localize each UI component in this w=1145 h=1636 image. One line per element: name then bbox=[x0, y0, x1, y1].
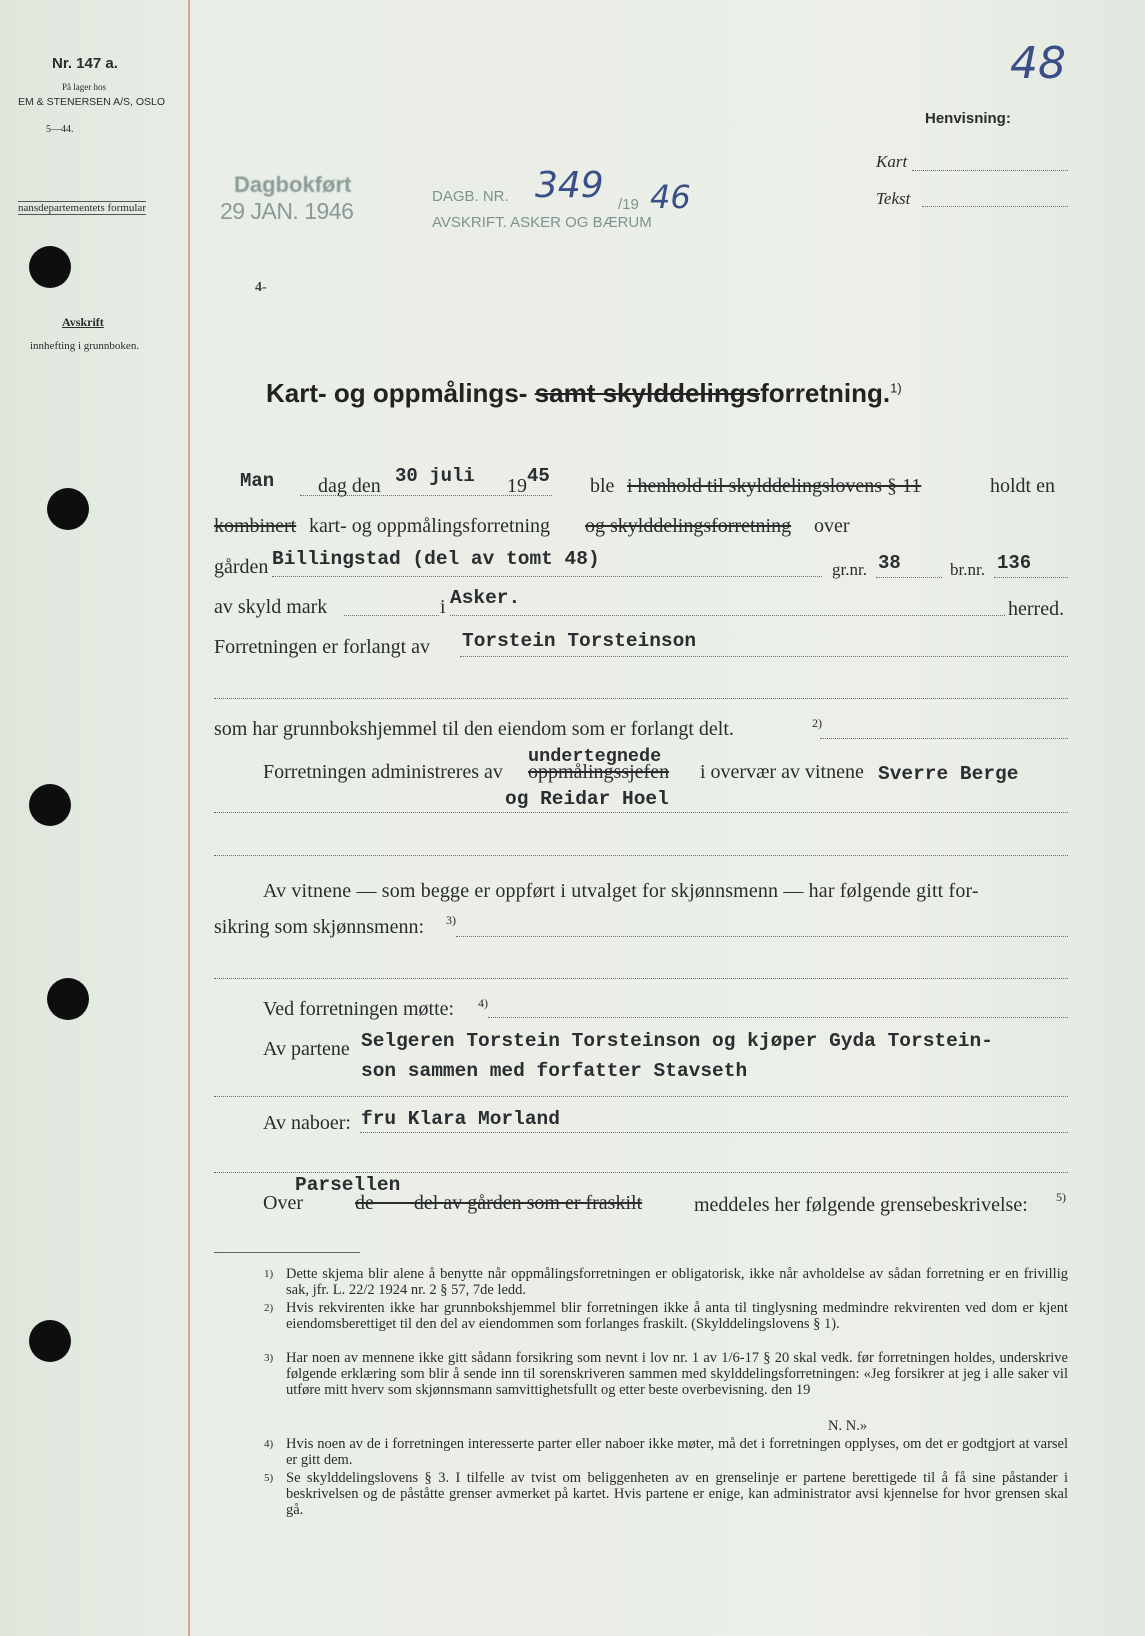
footnote-ref-5: 5) bbox=[264, 1472, 274, 1484]
text-19: 19 bbox=[507, 475, 527, 497]
typed-grnr: 38 bbox=[878, 552, 901, 574]
typed-brnr: 136 bbox=[997, 552, 1032, 574]
form-number: Nr. 147 a. bbox=[52, 55, 118, 72]
text-av-naboer: Av naboer: bbox=[263, 1112, 351, 1134]
document-title bbox=[266, 378, 902, 409]
reference-kart-line bbox=[912, 170, 1068, 171]
grunnbok-line bbox=[820, 738, 1068, 739]
reference-tekst-label: Tekst bbox=[876, 189, 911, 208]
footnote-2: Hvis rekvirenten ikke har grunnbokshjemmel blir forretningen ikke å anta til tinglysning medmindre rekvirenten ved dom er kjent eiendomsberettiget til den del av eiendommen som forlanges fraskilt. (Skylddelingslovens § 1). bbox=[286, 1300, 1068, 1333]
text-grensebeskrivelse: meddeles her følgende grensebeskrivelse: bbox=[694, 1194, 1028, 1216]
printer-line-1: På lager hos bbox=[62, 82, 106, 92]
text-garden: gården bbox=[214, 556, 269, 578]
grnr-line bbox=[876, 577, 942, 578]
ref-4: 4) bbox=[478, 996, 488, 1010]
title-struck: samt skylddelings bbox=[534, 378, 761, 408]
title-part-2: forretning. bbox=[760, 378, 891, 408]
date-line bbox=[300, 495, 552, 496]
title-footnote-ref: 1) bbox=[890, 380, 902, 396]
typed-witness-1: Sverre Berge bbox=[878, 763, 1019, 785]
text-over: Over bbox=[263, 1192, 303, 1214]
ref-2: 2) bbox=[812, 716, 822, 730]
ref-3: 3) bbox=[446, 913, 456, 927]
blank-line-3 bbox=[214, 978, 1068, 979]
typed-day: Man bbox=[240, 470, 275, 492]
avskrift-label: Avskrift bbox=[62, 315, 104, 329]
property-line bbox=[272, 576, 822, 577]
typed-witness-2: og Reidar Hoel bbox=[505, 788, 669, 810]
text-dag-den: dag den bbox=[318, 475, 381, 497]
text-motte: Ved forretningen møtte: bbox=[263, 998, 455, 1020]
typed-requester: Torstein Torsteinson bbox=[462, 630, 697, 652]
grnr-label: gr.nr. bbox=[832, 560, 867, 579]
dagbokfort-stamp: Dagbokført bbox=[234, 172, 352, 197]
footnote-nn: N. N.» bbox=[828, 1418, 868, 1434]
dagb-nr-label: DAGB. NR. bbox=[432, 188, 509, 205]
typed-property: Billingstad (del av tomt 48) bbox=[272, 548, 600, 570]
struck-del-av-garden: de del av gården som er fraskilt bbox=[355, 1192, 643, 1214]
dagb-nr-value: 349 bbox=[535, 165, 604, 206]
punch-hole bbox=[29, 1320, 71, 1362]
text-ble: ble bbox=[590, 475, 615, 497]
footnote-ref-1: 1) bbox=[264, 1268, 274, 1280]
motte-line bbox=[488, 1017, 1068, 1018]
text-administreres-av: Forretningen administreres av bbox=[263, 761, 503, 783]
punch-hole bbox=[29, 784, 71, 826]
typed-asker: Asker. bbox=[450, 587, 521, 609]
margin-rule bbox=[188, 0, 190, 1636]
text-av-skyld-mark: av skyld mark bbox=[214, 596, 328, 618]
title-part-1: Kart- og oppmålings- bbox=[266, 378, 528, 408]
brnr-label: br.nr. bbox=[950, 560, 985, 579]
blank-line bbox=[214, 698, 1068, 699]
typed-year: 45 bbox=[527, 465, 550, 487]
naboer-line bbox=[360, 1132, 1068, 1133]
footnote-3: Har noen av mennene ikke gitt sådann forsikring som nevnt i lov nr. 1 av 1/6-17 § 20 skal vedk. før forretningen holdes, underskrive følgende erklæring som blir å sende inn til sorenskriveren sammen med skylddelingsforretningen: «Jeg forsikrer at jeg i alle saker vil utføre mitt hverv som skjønnsmann samvittighetsfullt og etter beste overbevisning. den 19 bbox=[286, 1350, 1068, 1399]
struck-oppmalingssjefen: oppmålingssjefen bbox=[528, 761, 670, 783]
small-mark: 4- bbox=[255, 280, 267, 295]
typed-neighbours: fru Klara Morland bbox=[361, 1108, 560, 1130]
skjonnsmenn-line bbox=[456, 936, 1068, 937]
printer-line-2: EM & STENERSEN A/S, OSLO bbox=[18, 96, 166, 108]
punch-hole bbox=[29, 246, 71, 288]
footnote-ref-4: 4) bbox=[264, 1438, 274, 1450]
struck-kombinert: kombinert bbox=[214, 515, 297, 537]
reference-kart-label: Kart bbox=[876, 152, 908, 171]
text-skjonnsmenn: sikring som skjønnsmenn: bbox=[214, 916, 425, 938]
footnote-4: Hvis noen av de i forretningen interesserte parter eller naboer ikke møter, må det i forretningen opplyses, om det er godtgjort at varsel er gitt dem. bbox=[286, 1436, 1068, 1469]
innhefting-label: innhefting i grunnboken. bbox=[30, 340, 140, 352]
typed-parties-1: Selgeren Torstein Torsteinson og kjøper Gyda Torstein- bbox=[361, 1030, 993, 1052]
typed-date: 30 juli bbox=[395, 465, 475, 487]
text-herred: herred. bbox=[1008, 598, 1065, 620]
text-kart-og-oppmaling: kart- og oppmålingsforretning bbox=[309, 515, 551, 537]
reference-tekst-line bbox=[922, 206, 1068, 207]
typed-parties-2: son sammen med forfatter Stavseth bbox=[361, 1060, 748, 1082]
text-forlangt-av: Forretningen er forlangt av bbox=[214, 636, 431, 658]
requester-line bbox=[460, 656, 1068, 657]
punch-hole bbox=[47, 978, 89, 1020]
brnr-line bbox=[994, 577, 1068, 578]
footnote-ref-3: 3) bbox=[264, 1352, 274, 1364]
blank-line-2 bbox=[214, 855, 1068, 856]
text-over: over bbox=[814, 515, 850, 537]
struck-skylddelingsforretning: og skylddelingsforretning bbox=[585, 515, 792, 537]
blank-line-4 bbox=[214, 1172, 1068, 1173]
reference-heading: Henvisning: bbox=[925, 110, 1011, 127]
footnote-ref-2: 2) bbox=[264, 1302, 274, 1314]
department-formular: nansdepartementets formular bbox=[18, 202, 146, 214]
footnote-1: Dette skjema blir alene å benytte når oppmålingsforretningen er obligatorisk, ikke når avholdelse av sådan forretning er en frivillig sak, jfr. L. 22/2 1924 nr. 2 § 57, 7de ledd. bbox=[286, 1266, 1068, 1299]
text-overvaer: i overvær av vitnene bbox=[700, 761, 864, 783]
struck-henhold: i henhold til skylddelingslovens § 11 bbox=[627, 475, 922, 497]
print-date: 5—44. bbox=[46, 124, 74, 135]
avskrift-stamp: AVSKRIFT. ASKER OG BÆRUM bbox=[432, 214, 652, 231]
text-holdt-en: holdt en bbox=[990, 475, 1055, 497]
year-value: 46 bbox=[650, 178, 691, 216]
herred-line bbox=[450, 615, 1005, 616]
date-stamp: 29 JAN. 1946 bbox=[220, 198, 354, 224]
skyld-line bbox=[344, 615, 439, 616]
footnote-rule bbox=[214, 1252, 360, 1253]
typed-undertegnede: undertegnede bbox=[528, 746, 662, 767]
page-number: 48 bbox=[1010, 38, 1066, 89]
text-grunnbokshjemmel: som har grunnbokshjemmel til den eiendom som er forlangt delt. bbox=[214, 718, 734, 740]
footnote-5: Se skylddelingslovens § 3. I tilfelle av tvist om beliggenheten av en grenselinje er partene berettigede til å få sine påstander i beskrivelsen og de påståtte grenser avmerket på kartet. Hvis partene er enige, kan administrator avsi kjennelse for hvor grensen skal gå. bbox=[286, 1470, 1068, 1519]
witness-line bbox=[214, 812, 1068, 813]
punch-hole bbox=[47, 488, 89, 530]
text-av-vitnene: Av vitnene — som begge er oppført i utvalget for skjønnsmenn — har følgende gitt for- bbox=[263, 880, 979, 902]
ref-5: 5) bbox=[1056, 1190, 1066, 1204]
year-prefix: /19 bbox=[618, 196, 639, 213]
typed-parsellen: Parsellen bbox=[295, 1174, 401, 1196]
parties-line bbox=[214, 1096, 1068, 1097]
text-i: i bbox=[440, 596, 446, 618]
text-av-partene: Av partene bbox=[263, 1038, 350, 1060]
